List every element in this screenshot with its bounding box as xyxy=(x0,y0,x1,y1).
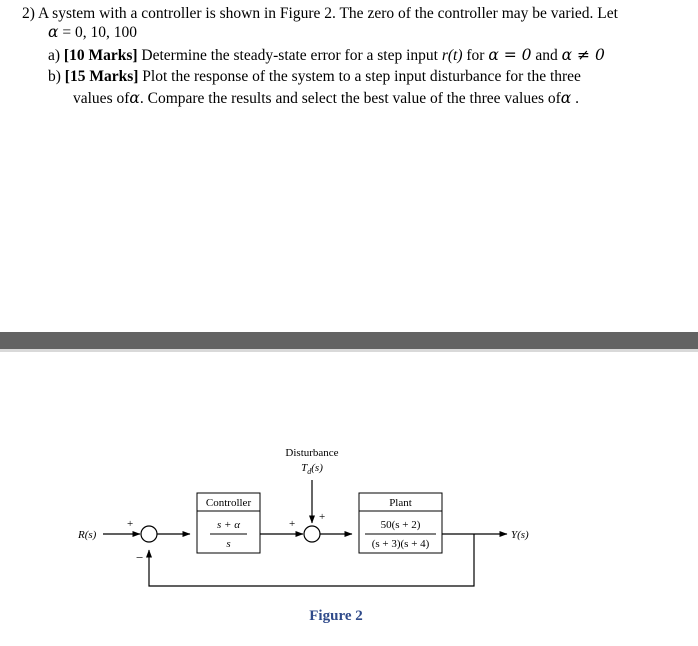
part-b-text-2b: . Compare the results and select the best value of the three values of xyxy=(139,90,561,107)
figure-caption: Figure 2 xyxy=(309,608,363,624)
sum2-plus-left-sign: + xyxy=(289,518,296,530)
part-b-alpha: α xyxy=(129,89,140,107)
part-b-end: . xyxy=(575,90,580,107)
part-b-alpha-2: α xyxy=(560,89,572,107)
sum2-plus-top-sign: + xyxy=(319,511,326,523)
controller-numerator: s + α xyxy=(217,519,240,531)
part-b-marks: [15 Marks] xyxy=(64,68,139,85)
plant-denominator: (s + 3)(s + 4) xyxy=(371,538,430,550)
part-a-and: and xyxy=(535,47,558,64)
part-b-text-2a: values of xyxy=(73,90,130,107)
part-a-marks: [10 Marks] xyxy=(63,47,138,64)
part-b-line-2 xyxy=(73,89,579,108)
summing-junction-1 xyxy=(141,526,157,542)
alpha-symbol: α xyxy=(48,23,59,41)
controller-denominator: s xyxy=(226,538,231,550)
sum1-plus-sign: + xyxy=(127,518,134,530)
part-b-letter: b) xyxy=(48,68,61,85)
question-line-1 xyxy=(22,5,618,23)
part-a-letter: a) xyxy=(48,47,61,64)
question-number: 2) xyxy=(22,5,35,22)
question-intro: A system with a controller is shown in Figure 2. The zero of the controller may be varied. Let xyxy=(37,5,618,22)
alpha-values: = 0, 10, 100 xyxy=(62,24,137,41)
output-label: Y(s) xyxy=(511,529,529,541)
summing-junction-2 xyxy=(304,526,320,542)
plant-title: Plant xyxy=(389,497,412,509)
controller-title: Controller xyxy=(205,497,252,509)
sum1-minus-sign: − xyxy=(136,550,144,565)
part-a-condition-1: α = 0 xyxy=(488,46,532,64)
input-label: R(s) xyxy=(78,529,97,541)
part-a-condition-2: α ≠ 0 xyxy=(561,46,605,64)
page-divider xyxy=(0,332,698,349)
part-a-text: Determine the steady-state error for a step input xyxy=(141,47,438,64)
block-diagram xyxy=(0,352,698,642)
disturbance-signal: $T_d(s)$ xyxy=(301,462,323,476)
plant-numerator: 50(s + 2) xyxy=(380,519,421,531)
part-a-for: for xyxy=(466,47,485,64)
part-a-input: r(t) xyxy=(441,47,463,64)
part-b-text-1: Plot the response of the system to a step input disturbance for the three xyxy=(142,68,581,85)
question-line-2 xyxy=(48,23,137,42)
disturbance-label: Disturbance xyxy=(285,447,339,459)
part-a-line xyxy=(48,46,605,65)
part-b-line-1 xyxy=(48,68,581,86)
